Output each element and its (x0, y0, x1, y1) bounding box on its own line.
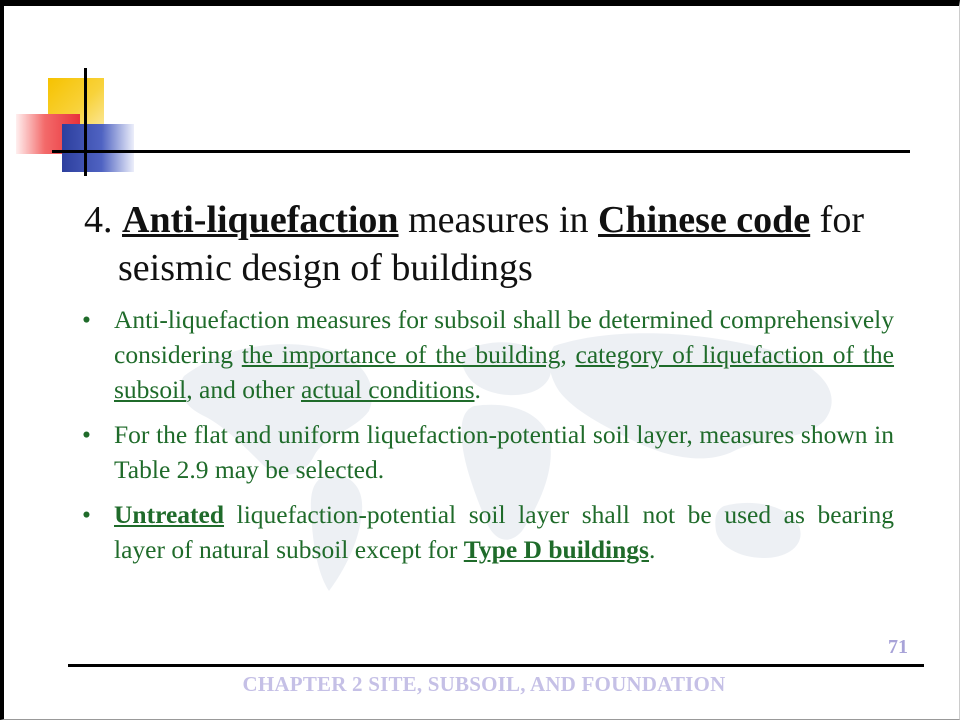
bullet-3-type-d-buildings: Type D buildings (463, 535, 649, 564)
bullet-1-text-other: , and other (186, 375, 301, 404)
logo-blue-square (62, 124, 134, 172)
bullet-1-text: Anti-liquefaction measures for subsoil shall be determined comprehensively considering (114, 305, 894, 369)
bullet-1-underline-category: category of liquefaction of the subsoil (114, 340, 895, 404)
bullet-item-2 (82, 417, 894, 487)
logo-vertical-line (84, 68, 87, 176)
bullet-1-underline-importance: the importance of the building (241, 340, 561, 369)
header-rule (52, 150, 910, 153)
bullet-dot: • (82, 420, 91, 449)
bullet-2-text: For the flat and uniform liquefaction-potential soil layer, measures shown in Table 2.9 may be selected. (114, 420, 894, 484)
bullet-3-text: liquefaction-potential soil layer shall not be used as bearing layer of natural subsoil except for (114, 500, 894, 564)
footer-rule (68, 664, 924, 667)
bullet-dot: • (82, 305, 91, 334)
slide-title (84, 196, 948, 292)
bullet-1-underline-conditions: actual conditions (301, 375, 475, 404)
title-text-seismic: for seismic design of buildings (118, 199, 864, 289)
page-number: 71 (888, 636, 908, 658)
bullet-list (82, 302, 894, 577)
bullet-3-untreated: Untreated (114, 500, 225, 529)
title-chinese-code: Chinese code (598, 199, 811, 241)
bullet-item-1 (82, 302, 894, 407)
bullet-3-text-period: . (648, 535, 656, 564)
title-number: 4. (84, 199, 113, 241)
chapter-footer: CHAPTER 2 SITE, SUBSOIL, AND FOUNDATION (242, 672, 726, 696)
title-text-measures: measures in (398, 199, 599, 241)
bullet-item-3 (82, 497, 894, 567)
bullet-1-text-period: . (474, 375, 481, 404)
title-anti-liquefaction: Anti-liquefaction (122, 199, 399, 241)
bullet-1-text-comma: , (560, 340, 576, 369)
bullet-dot: • (82, 500, 91, 529)
